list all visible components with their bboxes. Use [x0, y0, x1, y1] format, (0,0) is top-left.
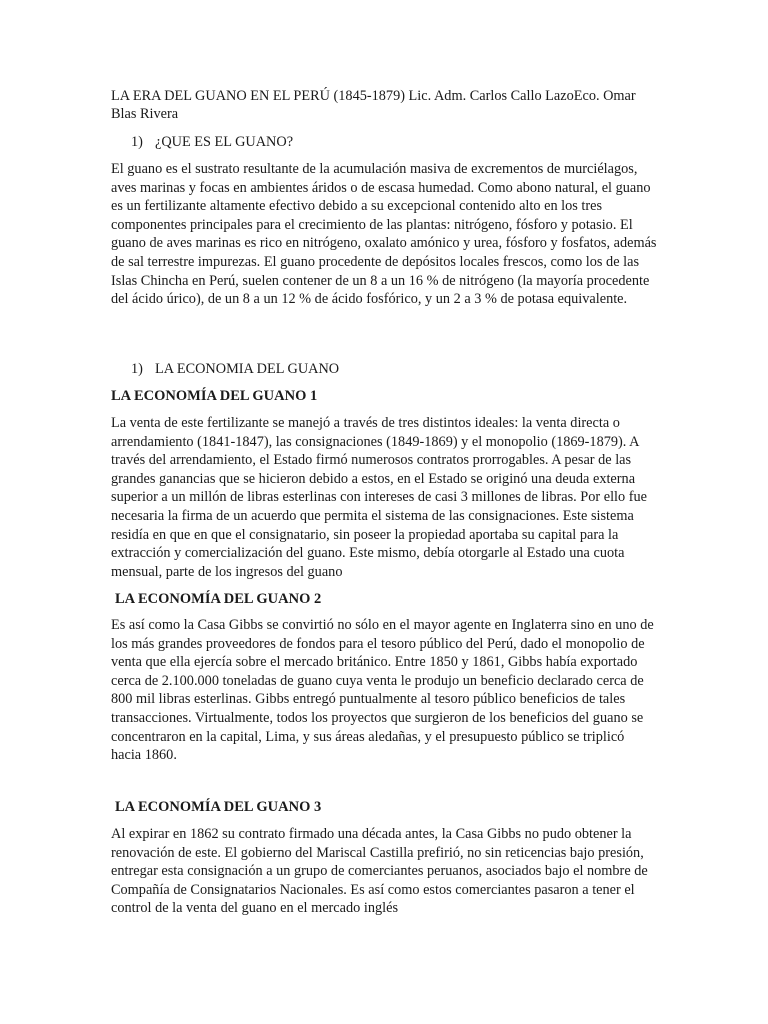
- economy-part3-paragraph: Al expirar en 1862 su contrato firmado una década antes, la Casa Gibbs no pudo obtener la renovación de este. El gobierno del Mariscal Castilla prefirió, no sin reticencias bajo presión, entregar esta consignación a un grupo de comerciantes peruanos, asociados bajo el nombre de Compañía de Consignatarios Nacionales. Es así como estos comerciantes pasaron a tener el control de la venta del guano en el mercado inglés: [111, 826, 648, 917]
- section-guano-economy-heading: [131, 360, 339, 378]
- economy-part2-paragraph: Es así como la Casa Gibbs se convirtió no sólo en el mayor agente en Inglaterra sino en uno de los más grandes proveedores de fondos para el tesoro público del Perú, dado el monopolio de venta que ella ejercía sobre el mercado británico. Entre 1850 y 1861, Gibbs había exportado cerca de 2.100.000 toneladas de guano cuya venta le produjo un beneficio declarado cerca de 800 mil libras esterlinas. Gibbs entregó puntualmente al tesoro público beneficios de tales transacciones. Virtualmente, todos los proyectos que surgieron de los beneficios del guano se concentraron en la capital, Lima, y sus áreas aledañas, y el presupuesto público se triplicó hacia 1860.: [111, 617, 654, 764]
- what-is-guano-paragraph: El guano es el sustrato resultante de la acumulación masiva de excrementos de murciélagos, aves marinas y focas en ambientes áridos o de escasa humedad. Como abono natural, el guano es un fertilizante altamente efectivo debido a su excepcional contenido alto en los tres componentes principales para el crecimiento de las plantas: nitrógeno, fósforo y potasio. El guano de aves marinas es rico en nitrógeno, oxalato amónico y urea, fósforo y fosfatos, además de sal terrestre impurezas. El guano procedente de depósitos locales frescos, como los de las Islas Chincha en Perú, suelen contener de un 8 a un 16 % de nitrógeno (la mayoría procedente del ácido úrico), de un 8 a un 12 % de ácido fosfórico, y un 2 a 3 % de potasa equivalente.: [111, 161, 657, 308]
- list-number: 1): [131, 361, 143, 377]
- list-label: LA ECONOMIA DEL GUANO: [155, 361, 340, 377]
- list-label: ¿QUE ES EL GUANO?: [155, 134, 294, 150]
- list-number: 1): [131, 134, 143, 150]
- economy-part1-paragraph: La venta de este fertilizante se manejó a través de tres distintos ideales: la venta directa o arrendamiento (1841-1847), las consignaciones (1849-1869) y el monopolio (1869-1879). A través del arrendamiento, el Estado firmó numerosos contratos prorrogables. A pesar de las grandes ganancias que se hicieron debido a estos, en el Estado se originó una deuda externa superior a un millón de libras esterlinas con intereses de casi 3 millones de libras. Por ello fue necesaria la firma de un acuerdo que permita el sistema de las consignaciones. Este sistema residía en que en que el consignatario, sin poseer la propiedad aportaba su capital para la extracción y comercialización del guano. Este mismo, debía otorgarle al Estado una cuota mensual, parte de los ingresos del guano: [111, 415, 647, 580]
- economy-part3-heading: LA ECONOMÍA DEL GUANO 3: [115, 799, 322, 815]
- section-what-is-guano-heading: [131, 133, 293, 151]
- economy-part2-heading: LA ECONOMÍA DEL GUANO 2: [115, 591, 322, 607]
- economy-part1-heading: LA ECONOMÍA DEL GUANO 1: [111, 388, 318, 404]
- document-title: LA ERA DEL GUANO EN EL PERÚ (1845-1879) Lic. Adm. Carlos Callo LazoEco. Omar Blas Rivera: [111, 88, 636, 122]
